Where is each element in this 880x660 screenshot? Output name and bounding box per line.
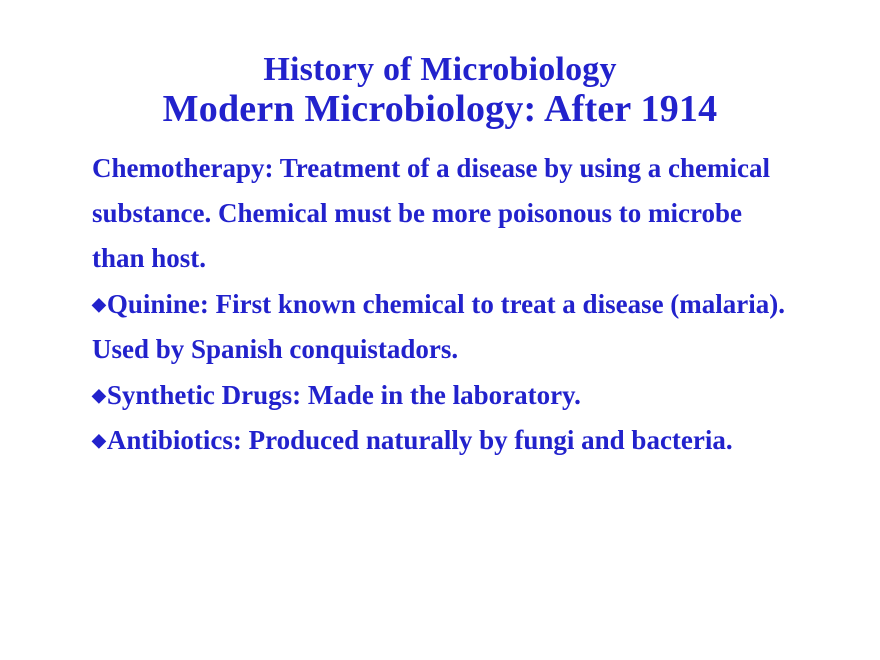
title-line-primary: History of Microbiology xyxy=(263,51,617,88)
list-item xyxy=(92,418,796,463)
list-item-label: Synthetic Drugs: Made in the laboratory. xyxy=(106,379,581,410)
title-line-secondary: Modern Microbiology: After 1914 xyxy=(162,87,718,130)
list-item-label: Quinine: First known chemical to treat a disease (malaria). Used by Spanish conquistadors. xyxy=(92,288,786,365)
body-paragraph: Chemotherapy: Treatment of a disease by using a chemical substance. Chemical must be more poisonous to microbe than host. xyxy=(92,152,770,274)
list-item xyxy=(92,282,796,373)
diamond-bullet-icon: ◆ xyxy=(92,293,106,314)
diamond-bullet-icon: ◆ xyxy=(92,429,106,450)
diamond-bullet-icon: ◆ xyxy=(92,384,106,405)
slide-title xyxy=(0,0,880,130)
list-item xyxy=(92,373,796,418)
slide-body xyxy=(0,146,880,464)
list-item-label: Antibiotics: Produced naturally by fungi and bacteria. xyxy=(106,424,733,455)
